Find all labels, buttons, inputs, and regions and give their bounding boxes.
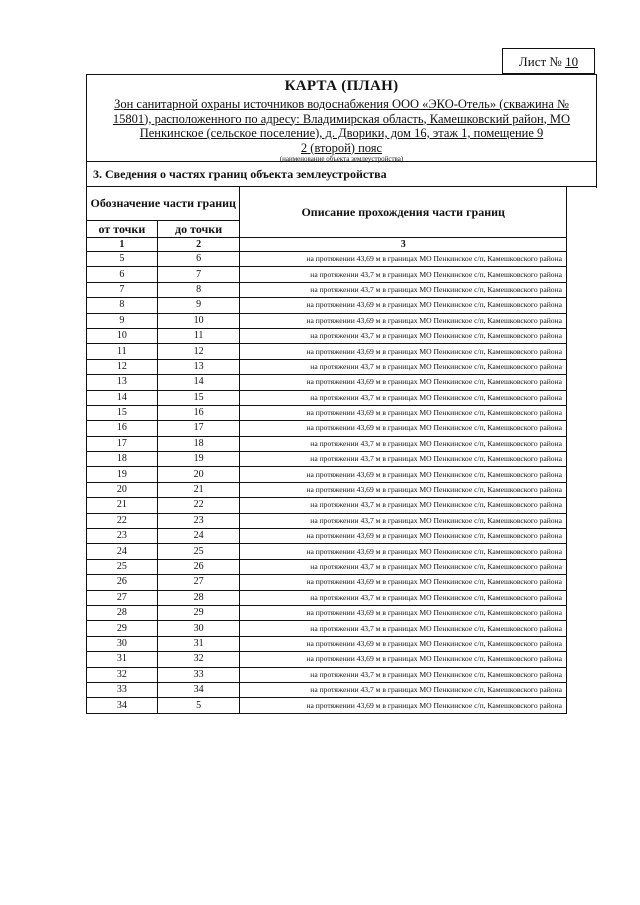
from-point-cell: 27 xyxy=(87,590,158,605)
from-point-cell: 25 xyxy=(87,559,158,574)
to-point-cell: 6 xyxy=(157,252,240,267)
table-row xyxy=(87,452,567,467)
boundary-description-cell: на протяжении 43,69 м в границах МО Пенкинское с/п, Камешковского района xyxy=(240,375,567,390)
boundary-description-cell: на протяжении 43,69 м в границах МО Пенкинское с/п, Камешковского района xyxy=(240,605,567,620)
table-row xyxy=(87,344,567,359)
from-point-cell: 7 xyxy=(87,282,158,297)
from-point-cell: 33 xyxy=(87,682,158,697)
from-point-cell: 23 xyxy=(87,529,158,544)
section-title: 3. Сведения о частях границ объекта землеустройства xyxy=(86,161,597,187)
to-point-cell: 17 xyxy=(157,421,240,436)
to-point-cell: 31 xyxy=(157,636,240,651)
boundary-description-cell: на протяжении 43,69 м в границах МО Пенкинское с/п, Камешковского района xyxy=(240,252,567,267)
sheet-label: Лист № xyxy=(518,54,562,69)
boundary-description-cell: на протяжении 43,69 м в границах МО Пенкинское с/п, Камешковского района xyxy=(240,344,567,359)
boundary-description-cell: на протяжении 43,69 м в границах МО Пенкинское с/п, Камешковского района xyxy=(240,421,567,436)
table-row xyxy=(87,621,567,636)
from-point-cell: 21 xyxy=(87,498,158,513)
to-point-cell: 24 xyxy=(157,529,240,544)
boundary-description-cell: на протяжении 43,7 м в границах МО Пенкинское с/п, Камешковского района xyxy=(240,328,567,343)
boundary-description-cell: на протяжении 43,69 м в границах МО Пенкинское с/п, Камешковского района xyxy=(240,467,567,482)
boundary-description-cell: на протяжении 43,69 м в границах МО Пенкинское с/п, Камешковского района xyxy=(240,698,567,713)
boundary-description-cell: на протяжении 43,7 м в границах МО Пенкинское с/п, Камешковского района xyxy=(240,513,567,528)
boundary-description-cell: на протяжении 43,69 м в границах МО Пенкинское с/п, Камешковского района xyxy=(240,298,567,313)
boundary-description-cell: на протяжении 43,69 м в границах МО Пенкинское с/п, Камешковского района xyxy=(240,405,567,420)
table-row xyxy=(87,390,567,405)
boundary-description-cell: на протяжении 43,69 м в границах МО Пенкинское с/п, Камешковского района xyxy=(240,313,567,328)
from-point-cell: 29 xyxy=(87,621,158,636)
to-point-cell: 8 xyxy=(157,282,240,297)
to-point-cell: 12 xyxy=(157,344,240,359)
boundary-description-cell: на протяжении 43,7 м в границах МО Пенкинское с/п, Камешковского района xyxy=(240,682,567,697)
table-row xyxy=(87,375,567,390)
sheet-number-box xyxy=(502,48,595,74)
table-row xyxy=(87,636,567,651)
to-point-cell: 34 xyxy=(157,682,240,697)
from-point-cell: 16 xyxy=(87,421,158,436)
from-point-cell: 17 xyxy=(87,436,158,451)
to-point-cell: 15 xyxy=(157,390,240,405)
table-row xyxy=(87,698,567,713)
boundary-description-cell: на протяжении 43,69 м в границах МО Пенкинское с/п, Камешковского района xyxy=(240,482,567,497)
boundary-description-cell: на протяжении 43,7 м в границах МО Пенкинское с/п, Камешковского района xyxy=(240,359,567,374)
from-point-cell: 26 xyxy=(87,575,158,590)
from-point-cell: 19 xyxy=(87,467,158,482)
boundary-table xyxy=(86,186,567,714)
table-row xyxy=(87,298,567,313)
from-point-cell: 32 xyxy=(87,667,158,682)
from-point-cell: 12 xyxy=(87,359,158,374)
boundary-description-cell: на протяжении 43,7 м в границах МО Пенкинское с/п, Камешковского района xyxy=(240,390,567,405)
table-row xyxy=(87,405,567,420)
boundary-description-cell: на протяжении 43,7 м в границах МО Пенкинское с/п, Камешковского района xyxy=(240,590,567,605)
object-caption: (наименование объекта землеустройства) xyxy=(279,154,404,163)
table-row xyxy=(87,467,567,482)
from-point-cell: 18 xyxy=(87,452,158,467)
from-point-cell: 5 xyxy=(87,252,158,267)
from-point-cell: 9 xyxy=(87,313,158,328)
table-row xyxy=(87,252,567,267)
to-point-cell: 25 xyxy=(157,544,240,559)
to-point-cell: 5 xyxy=(157,698,240,713)
table-row xyxy=(87,436,567,451)
to-point-cell: 7 xyxy=(157,267,240,282)
table-row xyxy=(87,482,567,497)
boundary-description-cell: на протяжении 43,7 м в границах МО Пенкинское с/п, Камешковского района xyxy=(240,436,567,451)
table-row xyxy=(87,605,567,620)
to-point-cell: 23 xyxy=(157,513,240,528)
col-number: 3 xyxy=(240,238,567,252)
table-row xyxy=(87,313,567,328)
col-group-header: Обозначение части границ xyxy=(87,187,240,221)
from-point-cell: 13 xyxy=(87,375,158,390)
table-row xyxy=(87,282,567,297)
table-row xyxy=(87,267,567,282)
from-point-cell: 22 xyxy=(87,513,158,528)
boundary-description-cell: на протяжении 43,7 м в границах МО Пенкинское с/п, Камешковского района xyxy=(240,621,567,636)
to-point-cell: 10 xyxy=(157,313,240,328)
col-number: 2 xyxy=(157,238,240,252)
from-point-cell: 14 xyxy=(87,390,158,405)
table-row xyxy=(87,421,567,436)
table-row xyxy=(87,359,567,374)
to-point-cell: 32 xyxy=(157,652,240,667)
from-point-cell: 6 xyxy=(87,267,158,282)
table-body xyxy=(87,252,567,714)
table-row xyxy=(87,544,567,559)
to-point-cell: 13 xyxy=(157,359,240,374)
from-point-cell: 31 xyxy=(87,652,158,667)
boundary-description-cell: на протяжении 43,69 м в границах МО Пенкинское с/п, Камешковского района xyxy=(240,529,567,544)
col-number: 1 xyxy=(87,238,158,252)
table-row xyxy=(87,529,567,544)
boundary-description-cell: на протяжении 43,69 м в границах МО Пенкинское с/п, Камешковского района xyxy=(240,652,567,667)
document-description: Зон санитарной охраны источников водоснабжения ООО «ЭКО-Отель» (скважина № 15801), расположенного по адресу: Владимирская область, Камешковский район, МО Пенкинское (сельское поселение), д. Дворики, дом 16, этаж 1, помещение 9 xyxy=(112,97,571,140)
table-row xyxy=(87,513,567,528)
from-point-cell: 34 xyxy=(87,698,158,713)
table-row xyxy=(87,328,567,343)
boundary-description-cell: на протяжении 43,7 м в границах МО Пенкинское с/п, Камешковского района xyxy=(240,667,567,682)
table-row xyxy=(87,498,567,513)
boundary-description-cell: на протяжении 43,69 м в границах МО Пенкинское с/п, Камешковского района xyxy=(240,575,567,590)
to-point-cell: 30 xyxy=(157,621,240,636)
to-point-cell: 9 xyxy=(157,298,240,313)
boundary-description-cell: на протяжении 43,7 м в границах МО Пенкинское с/п, Камешковского района xyxy=(240,282,567,297)
from-point-cell: 28 xyxy=(87,605,158,620)
to-point-cell: 29 xyxy=(157,605,240,620)
to-point-cell: 11 xyxy=(157,328,240,343)
boundary-description-cell: на протяжении 43,7 м в границах МО Пенкинское с/п, Камешковского района xyxy=(240,559,567,574)
table-row xyxy=(87,652,567,667)
to-point-cell: 20 xyxy=(157,467,240,482)
table-row xyxy=(87,575,567,590)
boundary-description-cell: на протяжении 43,7 м в границах МО Пенкинское с/п, Камешковского района xyxy=(240,498,567,513)
to-point-cell: 28 xyxy=(157,590,240,605)
from-point-cell: 15 xyxy=(87,405,158,420)
boundary-description-cell: на протяжении 43,69 м в границах МО Пенкинское с/п, Камешковского района xyxy=(240,636,567,651)
to-point-cell: 19 xyxy=(157,452,240,467)
from-point-cell: 30 xyxy=(87,636,158,651)
boundary-description-cell: на протяжении 43,69 м в границах МО Пенкинское с/п, Камешковского района xyxy=(240,544,567,559)
to-point-cell: 33 xyxy=(157,667,240,682)
from-point-cell: 24 xyxy=(87,544,158,559)
col-to-header: до точки xyxy=(157,221,240,238)
col-desc-header: Описание прохождения части границ xyxy=(240,187,567,238)
boundary-description-cell: на протяжении 43,7 м в границах МО Пенкинское с/п, Камешковского района xyxy=(240,267,567,282)
to-point-cell: 22 xyxy=(157,498,240,513)
to-point-cell: 14 xyxy=(157,375,240,390)
table-row xyxy=(87,667,567,682)
boundary-description-cell: на протяжении 43,7 м в границах МО Пенкинское с/п, Камешковского района xyxy=(240,452,567,467)
table-row xyxy=(87,590,567,605)
to-point-cell: 26 xyxy=(157,559,240,574)
table-row xyxy=(87,682,567,697)
from-point-cell: 10 xyxy=(87,328,158,343)
from-point-cell: 8 xyxy=(87,298,158,313)
zone-label: 2 (второй) пояс xyxy=(300,140,383,155)
from-point-cell: 20 xyxy=(87,482,158,497)
to-point-cell: 16 xyxy=(157,405,240,420)
sheet-number: 10 xyxy=(565,54,579,69)
from-point-cell: 11 xyxy=(87,344,158,359)
to-point-cell: 21 xyxy=(157,482,240,497)
table-row xyxy=(87,559,567,574)
to-point-cell: 18 xyxy=(157,436,240,451)
col-from-header: от точки xyxy=(87,221,158,238)
to-point-cell: 27 xyxy=(157,575,240,590)
document-title: КАРТА (ПЛАН) xyxy=(284,78,399,94)
